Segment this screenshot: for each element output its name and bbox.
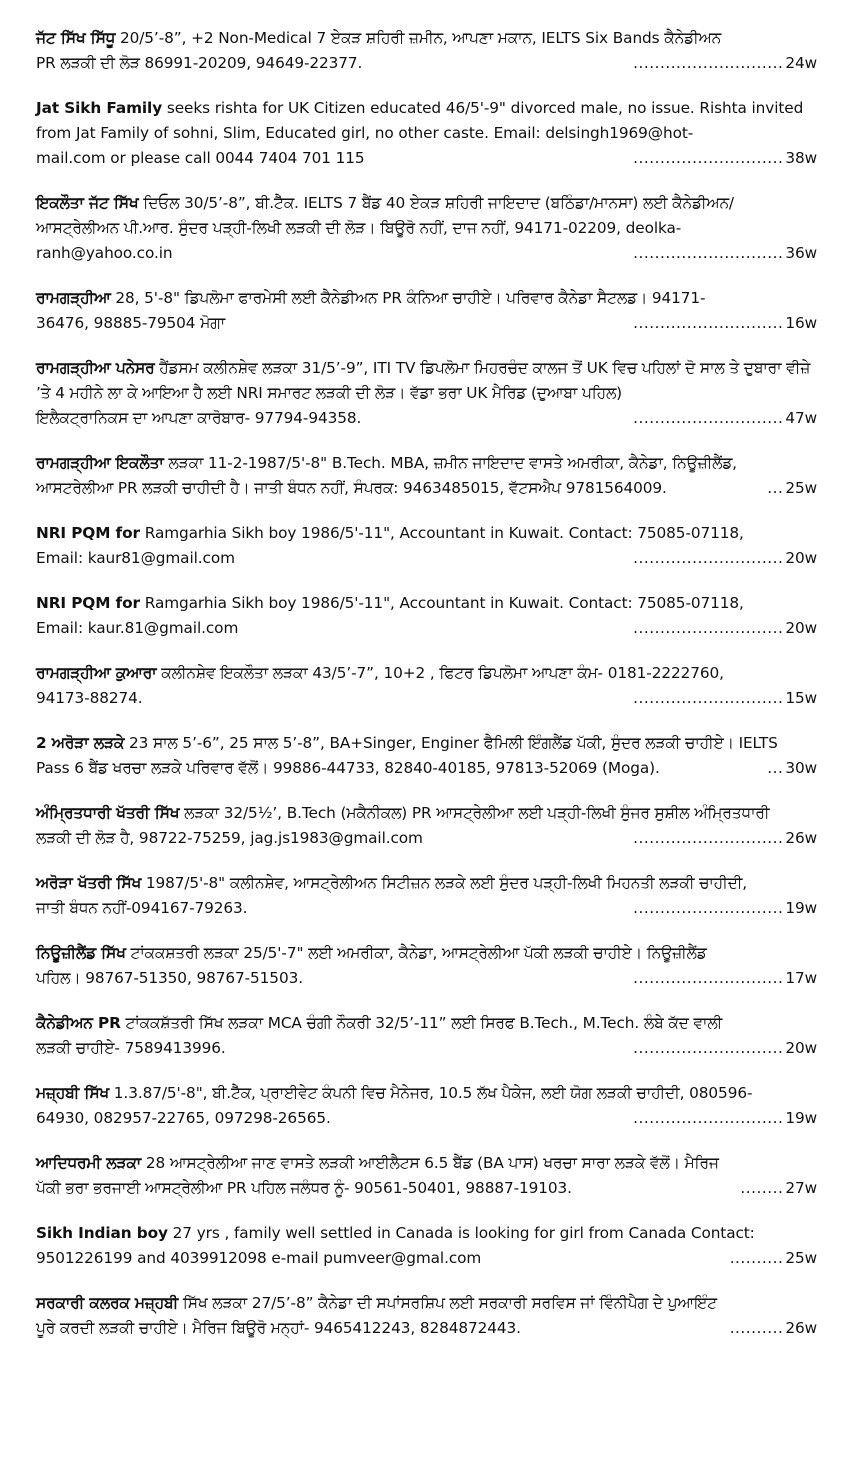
ad-text bbox=[36, 1221, 817, 1246]
ad-reference-code: 19w bbox=[785, 1109, 817, 1127]
ad-last-line bbox=[36, 546, 817, 571]
ad-text bbox=[36, 871, 817, 896]
ad-reference-code: 36w bbox=[785, 244, 817, 262]
ad-leader-dots: ............................ bbox=[633, 689, 784, 707]
ad-headline: ਕੈਨੇਡੀਅਨ PR bbox=[36, 1014, 121, 1032]
ad-headline: ਅਰੋੜਾ ਖੱਤਰੀ ਸਿੱਖ bbox=[36, 874, 142, 892]
ad-leader-dots: ............................ bbox=[633, 409, 784, 427]
matrimonial-ad bbox=[36, 1081, 817, 1131]
ad-headline: ਜੱਟ ਸਿੱਖ ਸਿੱਧੂ bbox=[36, 29, 116, 47]
ad-last-text: ਜਾਤੀ ਬੰਧਨ ਨਹੀਂ-094167-79263. bbox=[36, 899, 248, 917]
ad-last-line bbox=[36, 1176, 817, 1201]
ad-leader-dots: ............................ bbox=[633, 549, 784, 567]
ad-leader-dots: .......... bbox=[729, 1249, 784, 1267]
ad-leader-dots: ............................ bbox=[633, 969, 784, 987]
ad-text bbox=[36, 941, 817, 966]
ad-reference-code: 20w bbox=[785, 1039, 817, 1057]
ad-last-line bbox=[36, 406, 817, 431]
ad-body: ਲੜਕਾ 11-2-1987/5'-8" B.Tech. MBA, ਜ਼ਮੀਨ ਜਾਇਦਾਦ ਵਾਸਤੇ ਅਮਰੀਕਾ, ਕੈਨੇਡਾ, ਨਿਊਜ਼ੀਲੈਂਡ, bbox=[168, 454, 737, 472]
matrimonial-ad bbox=[36, 801, 817, 851]
ad-last-text: 9501226199 and 4039912098 e-mail pumveer@gmal.com bbox=[36, 1249, 482, 1267]
ad-last-line bbox=[36, 241, 817, 266]
ad-reference-code: 19w bbox=[785, 899, 817, 917]
ad-headline: ਮਜ਼੍ਹਬੀ ਸਿੱਖ bbox=[36, 1084, 110, 1102]
ad-reference-code: 20w bbox=[785, 549, 817, 567]
ad-text bbox=[36, 591, 817, 616]
ad-reference-code: 24w bbox=[785, 54, 817, 72]
ad-last-line bbox=[36, 146, 817, 171]
ad-text bbox=[36, 1291, 817, 1316]
ad-reference-code: 38w bbox=[785, 149, 817, 167]
ad-reference-code: 26w bbox=[785, 1319, 817, 1337]
ad-last-text: Pass 6 ਬੈਂਡ ਖਰਚਾ ਲੜਕੇ ਪਰਿਵਾਰ ਵੱਲੋਂ। 99886-44733, 82840-40185, 97813-52069 (Moga). bbox=[36, 759, 660, 777]
ad-body: 20/5’-8”, +2 Non-Medical 7 ਏਕੜ ਸ਼ਹਿਰੀ ਜ਼ਮੀਨ, ਆਪਣਾ ਮਕਾਨ, IELTS Six Bands ਕੈਨੇਡੀਅਨ bbox=[119, 29, 722, 47]
ad-last-line bbox=[36, 826, 817, 851]
ad-headline: ਨਿਊਜ਼ੀਲੈਂਡ ਸਿੱਖ bbox=[36, 944, 126, 962]
ad-reference-code: 25w bbox=[785, 479, 817, 497]
ad-body: 23 ਸਾਲ 5’-6”, 25 ਸਾਲ 5’-8”, BA+Singer, Enginer ਫੈਮਿਲੀ ਇੰਗਲੈਂਡ ਪੱਕੀ, ਸੁੰਦਰ ਲੜਕੀ ਚਾਹੀਏ। IELTS bbox=[128, 734, 778, 752]
ad-leader-dots: ............................ bbox=[633, 244, 784, 262]
ad-body: 28 ਆਸਟ੍ਰੇਲੀਆ ਜਾਣ ਵਾਸਤੇ ਲੜਕੀ ਆਈਲੈਟਸ 6.5 ਬੈਂਡ (BA ਪਾਸ) ਖਰਚਾ ਸਾਰਾ ਲੜਕੇ ਵੱਲੋਂ। ਮੈਰਿਜ bbox=[145, 1154, 719, 1172]
ad-leader-dots: ............................ bbox=[633, 54, 784, 72]
ad-body: ਲੜਕਾ 32/5½’, B.Tech (ਮਕੈਨੀਕਲ) PR ਆਸਟ੍ਰੇਲੀਆ ਲਈ ਪੜ੍ਹੀ-ਲਿਖੀ ਸੁੰਜਰ ਸੁਸ਼ੀਲ ਅੰਮ੍ਰਿਤਧਾਰੀ bbox=[184, 804, 770, 822]
ad-headline: Sikh Indian boy bbox=[36, 1224, 168, 1242]
ad-headline: NRI PQM for bbox=[36, 594, 140, 612]
ad-body: 28, 5'-8" ਡਿਪਲੋਮਾ ਫਾਰਮੇਸੀ ਲਈ ਕੈਨੇਡੀਅਨ PR ਕੰਨਿਆ ਚਾਹੀਏ। ਪਰਿਵਾਰ ਕੈਨੇਡਾ ਸੈਟਲਡ। 94171- bbox=[115, 289, 706, 307]
ad-last-text: ਆਸਟਰੇਲੀਆ PR ਲੜਕੀ ਚਾਹੀਦੀ ਹੈ। ਜਾਤੀ ਬੰਧਨ ਨਹੀਂ, ਸੰਪਰਕ: 9463485015, ਵੱਟਸਐਪ 9781564009. bbox=[36, 479, 667, 497]
ad-headline: ਰਾਮਗੜ੍ਹੀਆ ਇਕਲੌਤਾ bbox=[36, 454, 164, 472]
ad-leader-dots: ........ bbox=[740, 1179, 784, 1197]
matrimonial-ad bbox=[36, 1221, 817, 1271]
ad-last-text: ਪਹਿਲ। 98767-51350, 98767-51503. bbox=[36, 969, 303, 987]
ad-last-line bbox=[36, 1316, 817, 1341]
ad-headline: ਰਾਮਗੜ੍ਹੀਆ ਕੁਆਰਾ bbox=[36, 664, 157, 682]
ad-leader-dots: ............................ bbox=[633, 829, 784, 847]
matrimonial-ad bbox=[36, 871, 817, 921]
ad-headline: ਰਾਮਗੜ੍ਹੀਆ bbox=[36, 289, 111, 307]
ad-leader-dots: ............................ bbox=[633, 149, 784, 167]
ad-last-text: mail.com or please call 0044 7404 701 115 bbox=[36, 149, 365, 167]
ad-last-line bbox=[36, 966, 817, 991]
ad-leader-dots: .......... bbox=[729, 1319, 784, 1337]
ad-reference-code: 30w bbox=[785, 759, 817, 777]
ad-last-line bbox=[36, 311, 817, 336]
ad-body: 1.3.87/5'-8", ਬੀ.ਟੈੱਕ, ਪ੍ਰਾਈਵੇਟ ਕੰਪਨੀ ਵਿਚ ਮੈਨੇਜਰ, 10.5 ਲੱਖ ਪੈਕੇਜ, ਲਈ ਯੋਗ ਲੜਕੀ ਚਾਹੀਦੀ, 080596- bbox=[113, 1084, 753, 1102]
ad-last-line bbox=[36, 756, 817, 781]
ad-headline: NRI PQM for bbox=[36, 524, 140, 542]
ad-last-text: 64930, 082957-22765, 097298-26565. bbox=[36, 1109, 331, 1127]
matrimonial-ad bbox=[36, 26, 817, 76]
ad-leader-dots: ... bbox=[767, 759, 784, 777]
ad-last-text: 36476, 98885-79504 ਮੋਗਾ bbox=[36, 314, 226, 332]
ad-headline: ਰਾਮਗੜ੍ਹੀਆ ਪਨੇਸਰ bbox=[36, 359, 155, 377]
ad-leader-dots: ............................ bbox=[633, 899, 784, 917]
matrimonial-ad bbox=[36, 96, 817, 171]
ad-reference-code: 20w bbox=[785, 619, 817, 637]
ad-body: ਸਿੱਖ ਲੜਕਾ 27/5’-8” ਕੈਨੇਡਾ ਦੀ ਸਪਾਂਸਰਸ਼ਿਪ ਲਈ ਸਰਕਾਰੀ ਸਰਵਿਸ ਜਾਂ ਵਿੰਨੀਪੈਗ ਦੇ ਪੁਆਇੰਟ bbox=[182, 1294, 717, 1312]
ad-leader-dots: ... bbox=[767, 479, 784, 497]
ad-last-text: ਲੜਕੀ ਚਾਹੀਏ- 7589413996. bbox=[36, 1039, 226, 1057]
ad-headline: Jat Sikh Family bbox=[36, 99, 163, 117]
ad-last-text: Email: kaur.81@gmail.com bbox=[36, 619, 239, 637]
ad-headline: ਸਰਕਾਰੀ ਕਲਰਕ ਮਜ਼੍ਹਬੀ bbox=[36, 1294, 179, 1312]
ad-last-text: PR ਲੜਕੀ ਦੀ ਲੋੜ 86991-20209, 94649-22377. bbox=[36, 54, 363, 72]
ad-text bbox=[36, 801, 817, 826]
ad-last-line bbox=[36, 1246, 817, 1271]
ad-text bbox=[36, 356, 817, 406]
ad-body: Ramgarhia Sikh boy 1986/5'-11", Accountant in Kuwait. Contact: 75085-07118, bbox=[144, 524, 744, 542]
ad-body: ਹੈਂਡਸਮ ਕਲੀਨਸ਼ੇਵ ਲੜਕਾ 31/5’-9”, ITI TV ਡਿਪਲੋਮਾ ਮਿਹਰਚੰਦ ਕਾਲਜ ਤੋਂ UK ਵਿਚ ਪਹਿਲਾਂ ਦੋ ਸਾਲ ਤੇ ਦੁਬਾਰਾ ਵੀਜ਼ੇ ’ਤੇ 4 ਮਹੀਨੇ ਲਾ ਕੇ ਆਇਆ ਹੈ ਲਈ NRI ਸਮਾਰਟ ਲੜਕੀ ਦੀ ਲੋੜ। ਵੱਡਾ ਭਰਾ UK ਮੈਰਿਡ (ਦੁਆਬਾ ਪਹਿਲ) bbox=[36, 359, 811, 402]
ad-reference-code: 47w bbox=[785, 409, 817, 427]
ad-text bbox=[36, 731, 817, 756]
ad-last-text: ਪੂਰੇ ਕਰਦੀ ਲੜਕੀ ਚਾਹੀਏ। ਮੈਰਿਜ ਬਿਊਰੋ ਮਨ੍ਹਾਂ- 9465412243, 8284872443. bbox=[36, 1319, 521, 1337]
matrimonial-ads-list bbox=[36, 26, 817, 1341]
ad-text bbox=[36, 96, 817, 146]
ad-reference-code: 16w bbox=[785, 314, 817, 332]
ad-body: ਟਾਂਕਕਸ਼ੱਤਰੀ ਸਿੱਖ ਲੜਕਾ MCA ਚੰਗੀ ਨੌਕਰੀ 32/5’-11” ਲਈ ਸਿਰਫ B.Tech., M.Tech. ਲੰਬੇ ਕੱਦ ਵਾਲੀ bbox=[125, 1014, 723, 1032]
matrimonial-ad bbox=[36, 731, 817, 781]
ad-last-line bbox=[36, 1106, 817, 1131]
matrimonial-ad bbox=[36, 286, 817, 336]
ad-last-text: ਪੱਕੀ ਭਰਾ ਭਰਜਾਈ ਆਸਟ੍ਰੇਲੀਆ PR ਪਹਿਲ ਜਲੰਧਰ ਨੂੰ- 90561-50401, 98887-19103. bbox=[36, 1179, 572, 1197]
ad-reference-code: 15w bbox=[785, 689, 817, 707]
ad-headline: ਆਦਿਧਰਮੀ ਲੜਕਾ bbox=[36, 1154, 142, 1172]
ad-text bbox=[36, 1081, 817, 1106]
matrimonial-ad bbox=[36, 1011, 817, 1061]
ad-text bbox=[36, 191, 817, 241]
ad-text bbox=[36, 1151, 817, 1176]
ad-body: 27 yrs , family well settled in Canada is looking for girl from Canada Contact: bbox=[172, 1224, 755, 1242]
ad-text bbox=[36, 286, 817, 311]
ad-body: ਕਲੀਨਸ਼ੇਵ ਇਕਲੌਤਾ ਲੜਕਾ 43/5’-7”, 10+2 , ਫਿਟਰ ਡਿਪਲੋਮਾ ਆਪਣਾ ਕੰਮ- 0181-2222760, bbox=[161, 664, 724, 682]
ad-headline: 2 ਅਰੋੜਾ ਲੜਕੇ bbox=[36, 734, 125, 752]
ad-reference-code: 26w bbox=[785, 829, 817, 847]
ad-last-line bbox=[36, 476, 817, 501]
ad-text bbox=[36, 521, 817, 546]
matrimonial-ad bbox=[36, 451, 817, 501]
ad-body: ਟਾਂਕਕਸ਼ਤਰੀ ਲੜਕਾ 25/5'-7" ਲਈ ਅਮਰੀਕਾ, ਕੈਨੇਡਾ, ਆਸਟ੍ਰੇਲੀਆ ਪੱਕੀ ਲੜਕੀ ਚਾਹੀਏ। ਨਿਊਜ਼ੀਲੈਂਡ bbox=[130, 944, 707, 962]
matrimonial-ad bbox=[36, 1291, 817, 1341]
ad-body: 1987/5'-8" ਕਲੀਨਸ਼ੇਵ, ਆਸਟ੍ਰੇਲੀਅਨ ਸਿਟੀਜ਼ਨ ਲੜਕੇ ਲਈ ਸੁੰਦਰ ਪੜ੍ਹੀ-ਲਿਖੀ ਮਿਹਨਤੀ ਲੜਕੀ ਚਾਹੀਦੀ, bbox=[145, 874, 747, 892]
matrimonial-ad bbox=[36, 941, 817, 991]
ad-leader-dots: ............................ bbox=[633, 1039, 784, 1057]
matrimonial-ad bbox=[36, 191, 817, 266]
ad-leader-dots: ............................ bbox=[633, 619, 784, 637]
ad-reference-code: 25w bbox=[785, 1249, 817, 1267]
ad-headline: ਅੰਮ੍ਰਿਤਧਾਰੀ ਖੱਤਰੀ ਸਿੱਖ bbox=[36, 804, 180, 822]
ad-last-line bbox=[36, 896, 817, 921]
ad-text bbox=[36, 1011, 817, 1036]
matrimonial-ad bbox=[36, 521, 817, 571]
ad-last-text: ਲੜਕੀ ਦੀ ਲੋੜ ਹੈ, 98722-75259, jag.js1983@gmail.com bbox=[36, 829, 423, 847]
ad-last-text: ਇਲੈਕਟ੍ਰਾਨਿਕਸ ਦਾ ਆਪਣਾ ਕਾਰੋਬਾਰ- 97794-94358. bbox=[36, 409, 362, 427]
ad-text bbox=[36, 26, 817, 51]
ad-headline: ਇਕਲੌਤਾ ਜੱਟ ਸਿੱਖ bbox=[36, 194, 139, 212]
ad-last-line bbox=[36, 1036, 817, 1061]
ad-last-line bbox=[36, 616, 817, 641]
ad-text bbox=[36, 451, 817, 476]
ad-leader-dots: ............................ bbox=[633, 1109, 784, 1127]
matrimonial-ad bbox=[36, 661, 817, 711]
ad-reference-code: 27w bbox=[785, 1179, 817, 1197]
matrimonial-ad bbox=[36, 1151, 817, 1201]
ad-body: ਦਿਓਲ 30/5’-8”, ਬੀ.ਟੈੱਕ. IELTS 7 ਬੈਂਡ 40 ਏਕੜ ਸ਼ਹਿਰੀ ਜਾਇਦਾਦ (ਬਠਿੰਡਾ/ਮਾਨਸਾ) ਲਈ ਕੈਨੇਡੀਅਨ/ਆਸਟ੍ਰੇਲੀਅਨ ਪੀ.ਆਰ. ਸੁੰਦਰ ਪੜ੍ਹੀ-ਲਿਖੀ ਲੜਕੀ ਦੀ ਲੋੜ। ਬਿਊਰੋ ਨਹੀਂ, ਦਾਜ ਨਹੀਂ, 94171-02209, deolka- bbox=[36, 194, 734, 237]
ad-last-line bbox=[36, 51, 817, 76]
ad-last-text: ranh@yahoo.co.in bbox=[36, 244, 173, 262]
ad-reference-code: 17w bbox=[785, 969, 817, 987]
ad-body: Ramgarhia Sikh boy 1986/5'-11", Accountant in Kuwait. Contact: 75085-07118, bbox=[144, 594, 744, 612]
ad-last-text: 94173-88274. bbox=[36, 689, 143, 707]
ad-last-text: Email: kaur81@gmail.com bbox=[36, 549, 235, 567]
matrimonial-ad bbox=[36, 591, 817, 641]
ad-body: seeks rishta for UK Citizen educated 46/5'-9" divorced male, no issue. Rishta invited from Jat Family of sohni, Slim, Educated girl, no other caste. Email: delsingh1969@hot- bbox=[36, 99, 804, 142]
ad-text bbox=[36, 661, 817, 686]
ad-last-line bbox=[36, 686, 817, 711]
matrimonial-ad bbox=[36, 356, 817, 431]
ad-leader-dots: ............................ bbox=[633, 314, 784, 332]
